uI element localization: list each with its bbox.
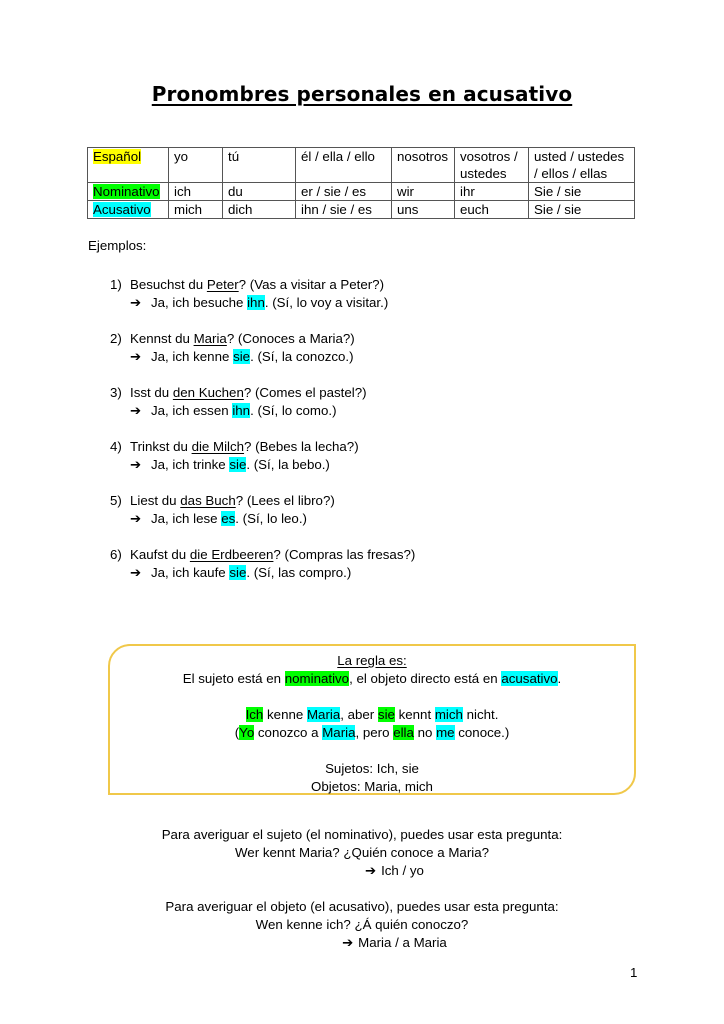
arrow-right-icon: ➔ <box>130 403 142 418</box>
table-row-acusativo <box>88 201 635 219</box>
table-cell: nosotros <box>392 148 455 183</box>
arrow-right-icon: ➔ <box>130 349 142 364</box>
list-item: 6) Kaufst du die Erdbeeren? (Compras las fresas?) ➔ Ja, ich kaufe sie. (Sí, las compro.) <box>110 547 416 580</box>
object-word: Maria <box>193 331 227 346</box>
rule-box <box>108 644 636 795</box>
subjects-line: Sujetos: Ich, sie <box>325 761 419 776</box>
object-word: Peter <box>206 277 239 292</box>
table-cell: mich <box>169 201 223 219</box>
rule-heading: La regla es: <box>337 653 407 668</box>
table-cell: du <box>223 183 296 201</box>
subject-answer: ➔ Ich / yo <box>0 862 724 880</box>
table-cell: Sie / sie <box>529 201 635 219</box>
accusative-word: acusativo <box>501 671 558 686</box>
table-cell: dich <box>223 201 296 219</box>
object-answer: ➔ Maria / a Maria <box>0 934 724 952</box>
table-cell: usted / ustedes / ellos / ellas <box>529 148 635 183</box>
table-cell: euch <box>455 201 529 219</box>
nominative-word: nominativo <box>284 671 350 686</box>
object-word: die Erdbeeren <box>189 547 274 562</box>
table-cell: ihr <box>455 183 529 201</box>
subject-question: Wer kennt Maria? ¿Quién conoce a Maria? <box>235 845 489 860</box>
page-number: 1 <box>630 965 638 980</box>
subject-question-intro: Para averiguar el sujeto (el nominativo), puedes usar esta pregunta: <box>161 827 563 842</box>
object-question: Wen kenne ich? ¿Á quién conoczo? <box>255 917 469 932</box>
object-word: die Milch <box>191 439 245 454</box>
examples-heading: Ejemplos: <box>88 238 147 253</box>
table-row-espanol <box>88 148 635 183</box>
accusative-pronoun: sie <box>229 565 247 580</box>
accusative-pronoun: sie <box>229 457 247 472</box>
objects-line: Objetos: Maria, mich <box>311 779 433 794</box>
accusative-pronoun: ihn <box>232 403 251 418</box>
row-label-nominativo: Nominativo <box>93 184 160 199</box>
examples-list <box>110 276 415 600</box>
object-word: das Buch <box>180 493 236 508</box>
table-cell: yo <box>169 148 223 183</box>
accusative-pronoun: es <box>221 511 236 526</box>
list-item: 1) Besuchst du Peter? (Vas a visitar a Peter?) ➔ Ja, ich besuche ihn. (Sí, lo voy a visitar.) <box>110 277 389 310</box>
arrow-right-icon: ➔ <box>130 565 142 580</box>
table-cell: ich <box>169 183 223 201</box>
page-title: Pronombres personales en acusativo <box>151 82 573 106</box>
table-cell: er / sie / es <box>296 183 392 201</box>
table-cell: tú <box>223 148 296 183</box>
table-cell: vosotros / ustedes <box>455 148 529 183</box>
row-label-espanol: Español <box>93 149 142 164</box>
arrow-right-icon: ➔ <box>130 295 142 310</box>
list-item: 5) Liest du das Buch? (Lees el libro?) ➔ Ja, ich lese es. (Sí, lo leo.) <box>110 493 335 526</box>
table-cell: wir <box>392 183 455 201</box>
rule-statement: El sujeto está en nominativo, el objeto directo está en acusativo. <box>182 671 562 686</box>
list-item: 2) Kennst du Maria? (Conoces a Maria?) ➔ Ja, ich kenne sie. (Sí, la conozco.) <box>110 331 355 364</box>
arrow-right-icon: ➔ <box>342 935 354 950</box>
table-cell: Sie / sie <box>529 183 635 201</box>
pronoun-table <box>87 147 635 219</box>
question-section <box>0 826 724 952</box>
german-example: Ich kenne Maria, aber sie kennt mich nicht. <box>245 707 499 722</box>
object-question-intro: Para averiguar el objeto (el acusativo), puedes usar esta pregunta: <box>165 899 559 914</box>
accusative-pronoun: sie <box>233 349 251 364</box>
row-label-acusativo: Acusativo <box>93 202 151 217</box>
object-word: den Kuchen <box>172 385 244 400</box>
list-item: 3) Isst du den Kuchen? (Comes el pastel?) ➔ Ja, ich essen ihn. (Sí, lo como.) <box>110 385 367 418</box>
arrow-right-icon: ➔ <box>364 863 377 878</box>
table-row-nominativo <box>88 183 635 201</box>
arrow-right-icon: ➔ <box>130 457 142 472</box>
accusative-pronoun: ihn <box>247 295 265 310</box>
table-cell: uns <box>392 201 455 219</box>
table-cell: ihn / sie / es <box>296 201 392 219</box>
list-item: 4) Trinkst du die Milch? (Bebes la lecha?) ➔ Ja, ich trinke sie. (Sí, la bebo.) <box>110 439 359 472</box>
arrow-right-icon: ➔ <box>130 511 142 526</box>
table-cell: él / ella / ello <box>296 148 392 183</box>
spanish-example: (Yo conozco a Maria, pero ella no me conoce.) <box>234 725 510 740</box>
